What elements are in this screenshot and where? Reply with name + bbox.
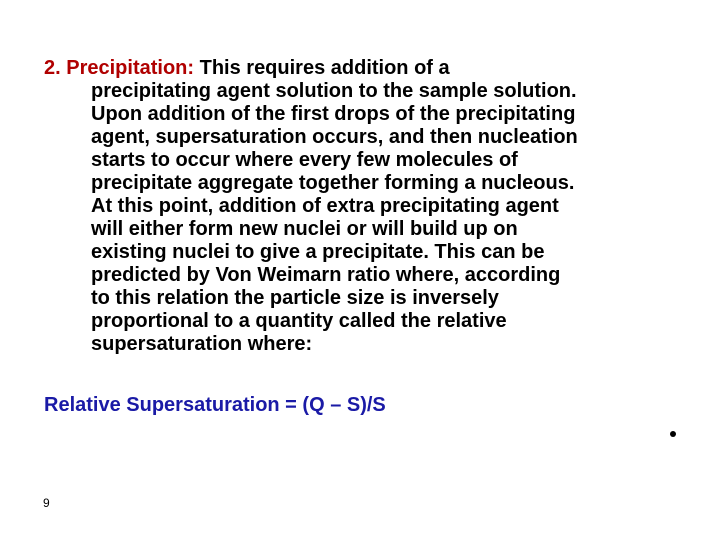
- paragraph-heading-line: [44, 57, 694, 80]
- bullet-dot-icon: [670, 431, 676, 437]
- body-line: starts to occur where every few molecules of: [91, 149, 518, 171]
- slide-number: 9: [43, 496, 50, 510]
- relative-supersaturation-formula: Relative Supersaturation = (Q – S)/S: [44, 394, 386, 416]
- heading-term: Precipitation:: [66, 57, 195, 79]
- body-line: will either form new nuclei or will build up on: [91, 218, 518, 240]
- body-line: precipitating agent solution to the sample solution.: [91, 80, 577, 102]
- body-line: agent, supersaturation occurs, and then nucleation: [91, 126, 578, 148]
- body-line: At this point, addition of extra precipitating agent: [91, 195, 559, 217]
- body-line: to this relation the particle size is inversely: [91, 287, 499, 309]
- heading-lead-text: This requires addition of a: [199, 57, 450, 79]
- body-line: supersaturation where:: [91, 333, 313, 355]
- body-line: existing nuclei to give a precipitate. This can be: [91, 241, 545, 263]
- precipitation-paragraph: [44, 57, 694, 356]
- heading-number: 2.: [44, 57, 61, 79]
- body-line: Upon addition of the first drops of the precipitating: [91, 103, 576, 125]
- body-line: precipitate aggregate together forming a nucleous.: [91, 172, 575, 194]
- paragraph-body: [91, 80, 694, 356]
- body-line: proportional to a quantity called the relative: [91, 310, 507, 332]
- body-line: predicted by Von Weimarn ratio where, according: [91, 264, 561, 286]
